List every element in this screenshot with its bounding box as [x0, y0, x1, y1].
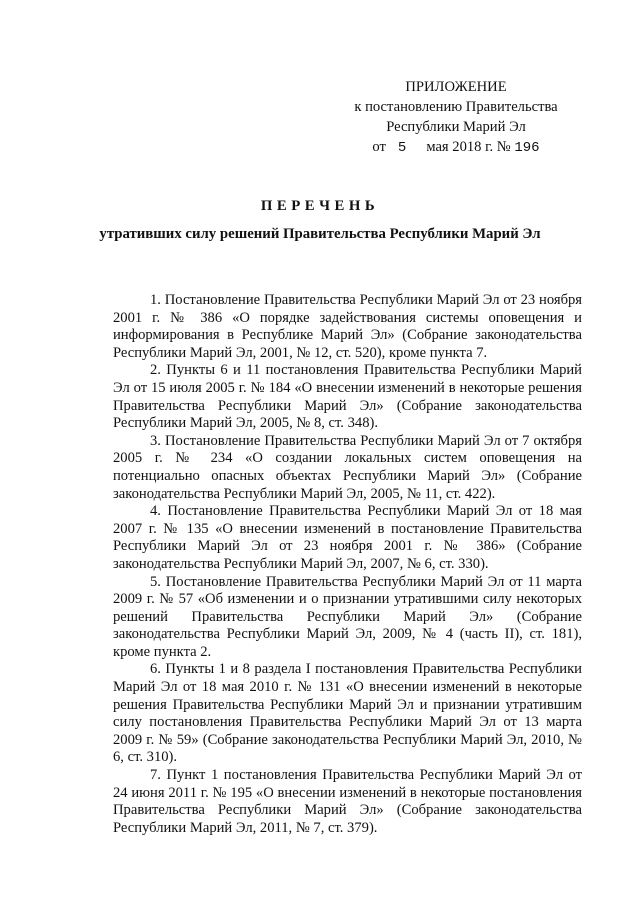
list-item: 6. Пункты 1 и 8 раздела I постановления Правительства Республики Марий Эл от 18 мая 2010 г. № 131 «О внесении изменений в некоторые решения Правительства Республики Марий Эл и признании утратившим силу постановления Правительства Республики Марий Эл от 13 марта 2009 г. № 59» (Собрание законодательства Республики Марий Эл, 2010, № 6, ст. 310).: [113, 661, 582, 766]
appendix-line-republic: Республики Марий Эл: [386, 119, 526, 135]
date-prefix: от: [372, 139, 386, 155]
date-day: 5: [397, 140, 407, 156]
list-item: 1. Постановление Правительства Республики Марий Эл от 23 ноября 2001 г. № 386 «О порядке задействования системы оповещения и информирования в Республике Марий Эл» (Собрание законодательства Республики Марий Эл, 2001, № 12, ст. 520), кроме пункта 7.: [113, 292, 582, 361]
list-item: 7. Пункт 1 постановления Правительства Республики Марий Эл от 24 июня 2011 г. № 195 «О внесении изменений в некоторые постановления Правительства Республики Марий Эл» (Собрание законодательства Республики Марий Эл, 2011, № 7, ст. 379).: [113, 767, 582, 836]
date-month-year: мая 2018 г. №: [426, 139, 511, 155]
appendix-date-line: [340, 137, 572, 158]
list-item: 3. Постановление Правительства Республики Марий Эл от 7 октября 2005 г. № 234 «О создании локальных систем оповещения на потенциально опасных объектах Республики Марий Эл» (Собрание законодательства Республики Марий Эл, 2005, № 11, ст. 422).: [113, 432, 582, 502]
items-list: [113, 292, 582, 837]
document-number: 196: [514, 140, 540, 156]
document-title: ПЕРЕЧЕНЬ: [260, 198, 380, 214]
appendix-block: [340, 77, 572, 158]
appendix-line-resolution: к постановлению Правительства: [354, 99, 558, 115]
document-subtitle: утративших силу решений Правительства Республики Марий Эл: [99, 226, 541, 242]
list-item: 5. Постановление Правительства Республики Марий Эл от 11 марта 2009 г. № 57 «Об изменении и о признании утратившими силу некоторых решений Правительства Республики Марий Эл» (Собрание законодательства Республики Марий Эл, 2009, № 4 (часть II), ст. 181), кроме пункта 2.: [113, 573, 582, 660]
list-item: 4. Постановление Правительства Республики Марий Эл от 18 мая 2007 г. № 135 «О внесении изменений в постановление Правительства Республики Марий Эл от 23 ноября 2001 г. № 386» (Собрание законодательства Республики Марий Эл, 2007, № 6, ст. 330).: [113, 503, 582, 572]
list-item: 2. Пункты 6 и 11 постановления Правительства Республики Марий Эл от 15 июля 2005 г. № 184 «О внесении изменений в некоторые решения Правительства Республики Марий Эл» (Собрание законодательства Республики Марий Эл, 2005, № 8, ст. 348).: [113, 362, 582, 432]
appendix-label: ПРИЛОЖЕНИЕ: [405, 79, 507, 95]
